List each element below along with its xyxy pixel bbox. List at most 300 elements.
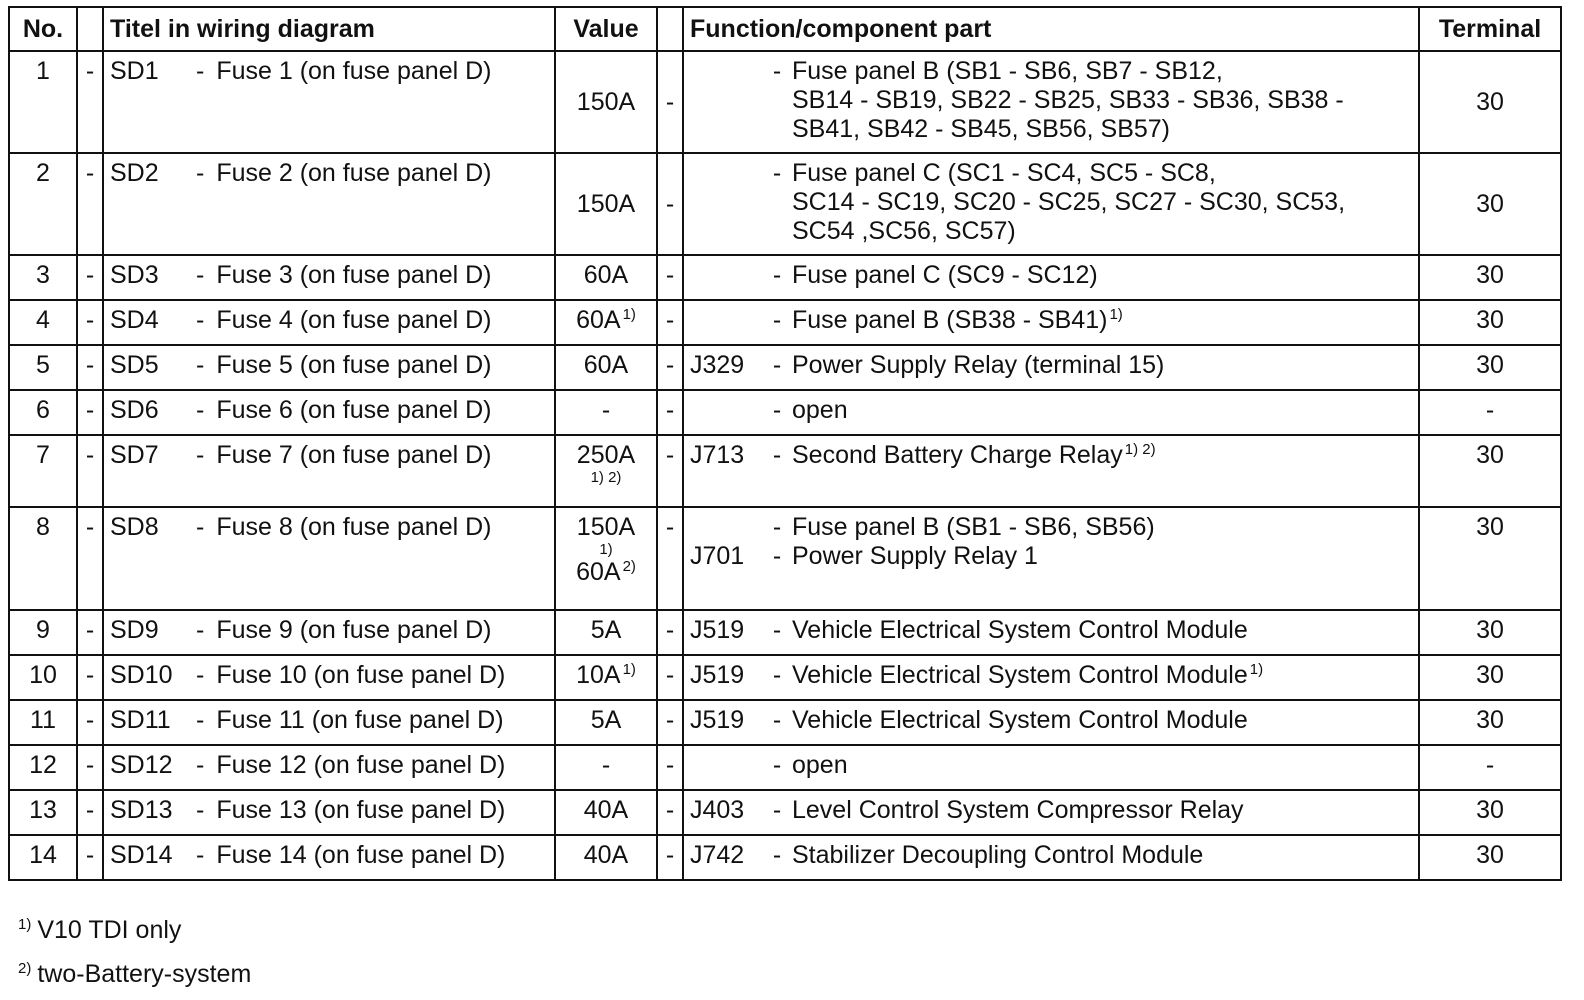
fuse-title: Fuse 4 (on fuse panel D) (216, 306, 492, 334)
function-footnote: 1) 2) (1124, 441, 1156, 458)
dash: - (665, 513, 675, 541)
component-text (792, 706, 1412, 735)
separator: - (196, 159, 205, 187)
fuse-title: Fuse 2 (on fuse panel D) (216, 159, 492, 187)
separator (762, 86, 792, 115)
component-text (792, 661, 1412, 690)
function-cell (683, 835, 1419, 880)
separator: - (772, 351, 782, 379)
fuse-title: Fuse 5 (on fuse panel D) (216, 351, 492, 379)
row-number (9, 300, 77, 345)
component-text (792, 217, 1412, 246)
separator: - (196, 441, 205, 469)
fuse-code: SD7 (110, 441, 159, 469)
dash: - (665, 796, 675, 824)
component-code (690, 57, 762, 86)
row-number-text: 3 (36, 261, 50, 289)
terminal-value: 30 (1476, 190, 1504, 218)
row-number (9, 51, 77, 153)
component-text (792, 751, 1412, 780)
dash: - (665, 351, 675, 379)
header-title: Titel in wiring diagram (103, 7, 555, 51)
dash-cell (77, 153, 103, 255)
header-function: Function/component part (683, 7, 1419, 51)
dash-cell (77, 835, 103, 880)
separator: - (772, 841, 782, 869)
separator: - (196, 306, 205, 334)
dash: - (665, 88, 675, 116)
dash-cell (77, 345, 103, 390)
separator: - (196, 396, 205, 424)
dash-cell (657, 51, 683, 153)
separator: - (772, 57, 782, 85)
fuse-title: Fuse 7 (on fuse panel D) (216, 441, 492, 469)
component-text (792, 796, 1412, 825)
component-code (690, 217, 762, 246)
separator: - (772, 396, 782, 424)
value-cell (555, 390, 657, 435)
separator: - (772, 306, 782, 334)
terminal-cell (1419, 655, 1561, 700)
fuse-code: SD10 (110, 661, 173, 689)
terminal-value: 30 (1476, 306, 1504, 334)
component-code: J403 (690, 796, 745, 824)
fuse-code: SD14 (110, 841, 173, 869)
dash-cell (77, 655, 103, 700)
terminal-value: 30 (1476, 796, 1504, 824)
row-number-text: 13 (29, 796, 57, 824)
footnote-mark: 1) (18, 916, 32, 933)
terminal-cell (1419, 51, 1561, 153)
dash: - (665, 751, 675, 779)
dash: - (85, 159, 95, 187)
separator: - (772, 706, 782, 734)
title-cell (103, 435, 555, 507)
terminal-cell (1419, 255, 1561, 300)
title-cell (103, 790, 555, 835)
function-line (690, 841, 1412, 870)
footnote-mark: 2) (18, 960, 32, 977)
dash: - (85, 261, 95, 289)
value-cell (555, 435, 657, 507)
component-text (792, 159, 1412, 188)
table-row (9, 700, 1561, 745)
function-line (690, 661, 1412, 690)
row-number-text: 11 (30, 706, 56, 734)
component-text-value: Vehicle Electrical System Control Module (792, 706, 1248, 734)
function-line (690, 706, 1412, 735)
fuse-code: SD8 (110, 513, 159, 541)
fuse-code: SD1 (110, 57, 159, 85)
table-row (9, 255, 1561, 300)
row-number (9, 390, 77, 435)
function-line (690, 796, 1412, 825)
component-code: J701 (690, 542, 745, 570)
fuse-code: SD13 (110, 796, 173, 824)
dash-cell (77, 790, 103, 835)
fuse-title: Fuse 11 (on fuse panel D) (216, 706, 504, 734)
separator: - (772, 616, 782, 644)
function-line (690, 542, 1412, 571)
component-text-value: Stabilizer Decoupling Control Module (792, 841, 1204, 869)
fuse-code: SD12 (110, 751, 173, 779)
dash-cell (657, 700, 683, 745)
value-footnote: 1) (622, 661, 636, 678)
dash-cell (657, 610, 683, 655)
function-line (690, 306, 1412, 335)
component-text-value: Fuse panel B (SB1 - SB6, SB7 - SB12, (792, 57, 1223, 85)
terminal-cell (1419, 153, 1561, 255)
dash: - (665, 841, 675, 869)
fuse-value: 5A (590, 706, 622, 734)
title-cell (103, 745, 555, 790)
table-row (9, 835, 1561, 880)
component-text (792, 115, 1412, 144)
fuse-value-2: 60A (576, 558, 621, 586)
dash: - (85, 616, 95, 644)
row-number (9, 435, 77, 507)
component-text-value: SC14 - SC19, SC20 - SC25, SC27 - SC30, SC53, (792, 188, 1346, 216)
table-body (9, 51, 1561, 880)
value-footnote: 1) 2) (590, 469, 622, 486)
dash-cell (657, 745, 683, 790)
component-text (792, 86, 1412, 115)
dash-cell (77, 51, 103, 153)
dash-cell (77, 435, 103, 507)
fuse-code: SD5 (110, 351, 159, 379)
dash: - (665, 616, 675, 644)
separator: - (772, 441, 782, 469)
value-cell (555, 345, 657, 390)
row-number-text: 1 (36, 57, 50, 85)
component-code: J713 (690, 441, 745, 469)
function-line (690, 261, 1412, 290)
component-text (792, 188, 1412, 217)
row-number-text: 6 (36, 396, 50, 424)
terminal-value: 30 (1476, 661, 1504, 689)
row-number-text: 12 (29, 751, 57, 779)
dash: - (85, 396, 95, 424)
fuse-code: SD3 (110, 261, 159, 289)
function-line (690, 86, 1412, 115)
dash: - (85, 513, 95, 541)
terminal-cell (1419, 790, 1561, 835)
dash: - (665, 396, 675, 424)
fuse-value: 60A (583, 351, 629, 379)
title-cell (103, 300, 555, 345)
row-number-text: 2 (36, 159, 50, 187)
function-cell (683, 153, 1419, 255)
separator: - (196, 841, 205, 869)
component-code: J329 (690, 351, 745, 379)
fuse-title: Fuse 8 (on fuse panel D) (216, 513, 492, 541)
component-code (690, 513, 762, 542)
separator (762, 217, 792, 246)
dash-cell (77, 255, 103, 300)
component-code: J742 (690, 841, 745, 869)
fuse-title: Fuse 6 (on fuse panel D) (216, 396, 492, 424)
table-row (9, 745, 1561, 790)
component-text-value: Power Supply Relay 1 (792, 542, 1038, 570)
dash-cell (77, 700, 103, 745)
fuse-title: Fuse 12 (on fuse panel D) (216, 751, 506, 779)
dash: - (85, 841, 95, 869)
fuse-code: SD11 (110, 706, 171, 734)
fuse-title: Fuse 14 (on fuse panel D) (216, 841, 506, 869)
fuse-value: 150A (576, 513, 636, 541)
row-number (9, 655, 77, 700)
separator: - (772, 661, 782, 689)
component-text-value: open (792, 396, 848, 424)
function-cell (683, 610, 1419, 655)
value-footnote: 1) (599, 541, 613, 558)
dash-cell (657, 790, 683, 835)
component-code (690, 188, 762, 217)
component-text (792, 513, 1412, 542)
separator: - (772, 159, 782, 187)
dash: - (665, 306, 675, 334)
separator: - (196, 513, 205, 541)
fuse-value: - (601, 396, 611, 424)
terminal-value: - (1485, 751, 1495, 779)
dash: - (85, 706, 95, 734)
fuse-title: Fuse 3 (on fuse panel D) (216, 261, 492, 289)
row-number (9, 835, 77, 880)
fuse-code: SD6 (110, 396, 159, 424)
terminal-cell (1419, 345, 1561, 390)
fuse-value: 40A (583, 796, 629, 824)
row-number (9, 790, 77, 835)
terminal-cell (1419, 300, 1561, 345)
value-footnote: 2) (622, 558, 636, 575)
fuse-table (8, 6, 1562, 881)
row-number-text: 7 (36, 441, 50, 469)
function-line (690, 396, 1412, 425)
component-text-value: Level Control System Compressor Relay (792, 796, 1244, 824)
dash-cell (657, 153, 683, 255)
separator (762, 188, 792, 217)
component-code (690, 115, 762, 144)
header-spacer (77, 7, 103, 51)
function-footnote: 1) (1249, 661, 1264, 678)
table-row (9, 345, 1561, 390)
title-cell (103, 700, 555, 745)
value-cell (555, 745, 657, 790)
separator: - (772, 751, 782, 779)
footnote-text: V10 TDI only (37, 916, 182, 944)
title-cell (103, 255, 555, 300)
component-code: J519 (690, 706, 745, 734)
component-code (690, 86, 762, 115)
value-secondary (562, 558, 650, 587)
dash-cell (77, 610, 103, 655)
footnote (18, 910, 251, 954)
row-number (9, 153, 77, 255)
fuse-title: Fuse 1 (on fuse panel D) (216, 57, 492, 85)
terminal-cell (1419, 435, 1561, 507)
function-cell (683, 345, 1419, 390)
table-row (9, 790, 1561, 835)
separator: - (196, 261, 205, 289)
title-cell (103, 390, 555, 435)
value-cell (555, 655, 657, 700)
footnote-text: two-Battery-system (37, 960, 252, 988)
separator: - (196, 661, 205, 689)
value-cell (555, 255, 657, 300)
dash: - (85, 57, 95, 85)
terminal-cell (1419, 507, 1561, 610)
table-header-row (9, 7, 1561, 51)
dash-cell (77, 507, 103, 610)
terminal-cell (1419, 700, 1561, 745)
row-number-text: 9 (36, 616, 50, 644)
title-cell (103, 610, 555, 655)
dash-cell (77, 390, 103, 435)
separator: - (196, 706, 205, 734)
row-number-text: 8 (36, 513, 50, 541)
component-text (792, 261, 1412, 290)
component-text-value: Fuse panel B (SB38 - SB41) (792, 306, 1108, 334)
component-code (690, 751, 762, 780)
header-no: No. (9, 7, 77, 51)
fuse-value: 150A (576, 190, 636, 218)
separator (762, 115, 792, 144)
dash-cell (657, 507, 683, 610)
dash: - (665, 661, 675, 689)
component-text (792, 841, 1412, 870)
function-footnote: 1) (1109, 306, 1123, 323)
function-cell (683, 745, 1419, 790)
dash: - (85, 796, 95, 824)
footnote (18, 954, 251, 998)
row-number (9, 255, 77, 300)
fuse-value: 60A (576, 306, 621, 334)
row-number (9, 700, 77, 745)
dash-cell (657, 390, 683, 435)
dash-cell (657, 655, 683, 700)
fuse-value: 250A (576, 441, 636, 469)
value-cell (555, 507, 657, 610)
table-row (9, 655, 1561, 700)
dash: - (665, 706, 675, 734)
function-line (690, 751, 1412, 780)
component-text-value: Second Battery Charge Relay (792, 441, 1123, 469)
row-number (9, 507, 77, 610)
component-text (792, 441, 1412, 470)
component-text-value: Fuse panel C (SC9 - SC12) (792, 261, 1098, 289)
terminal-value: - (1485, 396, 1495, 424)
title-cell (103, 153, 555, 255)
component-text-value: SB14 - SB19, SB22 - SB25, SB33 - SB36, SB38 - (792, 86, 1344, 114)
fuse-value: 40A (583, 841, 629, 869)
fuse-code: SD4 (110, 306, 159, 334)
value-cell (555, 153, 657, 255)
component-code (690, 261, 762, 290)
separator: - (196, 57, 205, 85)
function-cell (683, 300, 1419, 345)
dash: - (85, 751, 95, 779)
table-row (9, 507, 1561, 610)
fuse-value: 150A (576, 88, 636, 116)
component-text-value: Fuse panel C (SC1 - SC4, SC5 - SC8, (792, 159, 1216, 187)
component-code: J519 (690, 616, 745, 644)
dash: - (665, 261, 675, 289)
function-cell (683, 700, 1419, 745)
function-cell (683, 51, 1419, 153)
terminal-value: 30 (1476, 841, 1504, 869)
value-cell (555, 51, 657, 153)
title-cell (103, 51, 555, 153)
fuse-value: 10A (576, 661, 621, 689)
row-number-text: 14 (29, 841, 57, 869)
terminal-value: 30 (1476, 261, 1504, 289)
value-cell (555, 790, 657, 835)
dash-cell (77, 745, 103, 790)
component-text (792, 542, 1412, 571)
row-number-text: 4 (36, 306, 50, 334)
terminal-value: 30 (1476, 88, 1504, 116)
title-cell (103, 507, 555, 610)
component-text-value: Vehicle Electrical System Control Module (792, 661, 1248, 689)
value-cell (555, 300, 657, 345)
component-text-value: Power Supply Relay (terminal 15) (792, 351, 1165, 379)
function-cell (683, 655, 1419, 700)
value-cell (555, 700, 657, 745)
dash-cell (77, 300, 103, 345)
terminal-value: 30 (1476, 513, 1504, 541)
function-line (690, 57, 1412, 86)
dash: - (665, 441, 675, 469)
dash-cell (657, 345, 683, 390)
fuse-value: 60A (583, 261, 629, 289)
component-text (792, 351, 1412, 380)
dash: - (665, 190, 675, 218)
dash: - (85, 306, 95, 334)
row-number-text: 5 (36, 351, 50, 379)
terminal-value: 30 (1476, 351, 1504, 379)
component-text (792, 616, 1412, 645)
separator: - (196, 351, 205, 379)
fuse-value: 5A (590, 616, 622, 644)
function-cell (683, 507, 1419, 610)
value-cell (555, 610, 657, 655)
component-text-value: SB41, SB42 - SB45, SB56, SB57) (792, 115, 1171, 143)
header-spacer (657, 7, 683, 51)
function-cell (683, 390, 1419, 435)
dash-cell (657, 300, 683, 345)
dash-cell (657, 835, 683, 880)
function-line (690, 115, 1412, 144)
dash-cell (657, 435, 683, 507)
component-code (690, 159, 762, 188)
dash: - (85, 661, 95, 689)
fuse-title: Fuse 9 (on fuse panel D) (216, 616, 492, 644)
separator: - (196, 616, 205, 644)
function-line (690, 217, 1412, 246)
table-row (9, 153, 1561, 255)
terminal-cell (1419, 835, 1561, 880)
component-code: J519 (690, 661, 745, 689)
dash-cell (657, 255, 683, 300)
row-number (9, 345, 77, 390)
function-cell (683, 435, 1419, 507)
table-row (9, 300, 1561, 345)
function-line (690, 351, 1412, 380)
function-line (690, 513, 1412, 542)
table-row (9, 435, 1561, 507)
separator: - (772, 542, 782, 570)
component-text (792, 57, 1412, 86)
